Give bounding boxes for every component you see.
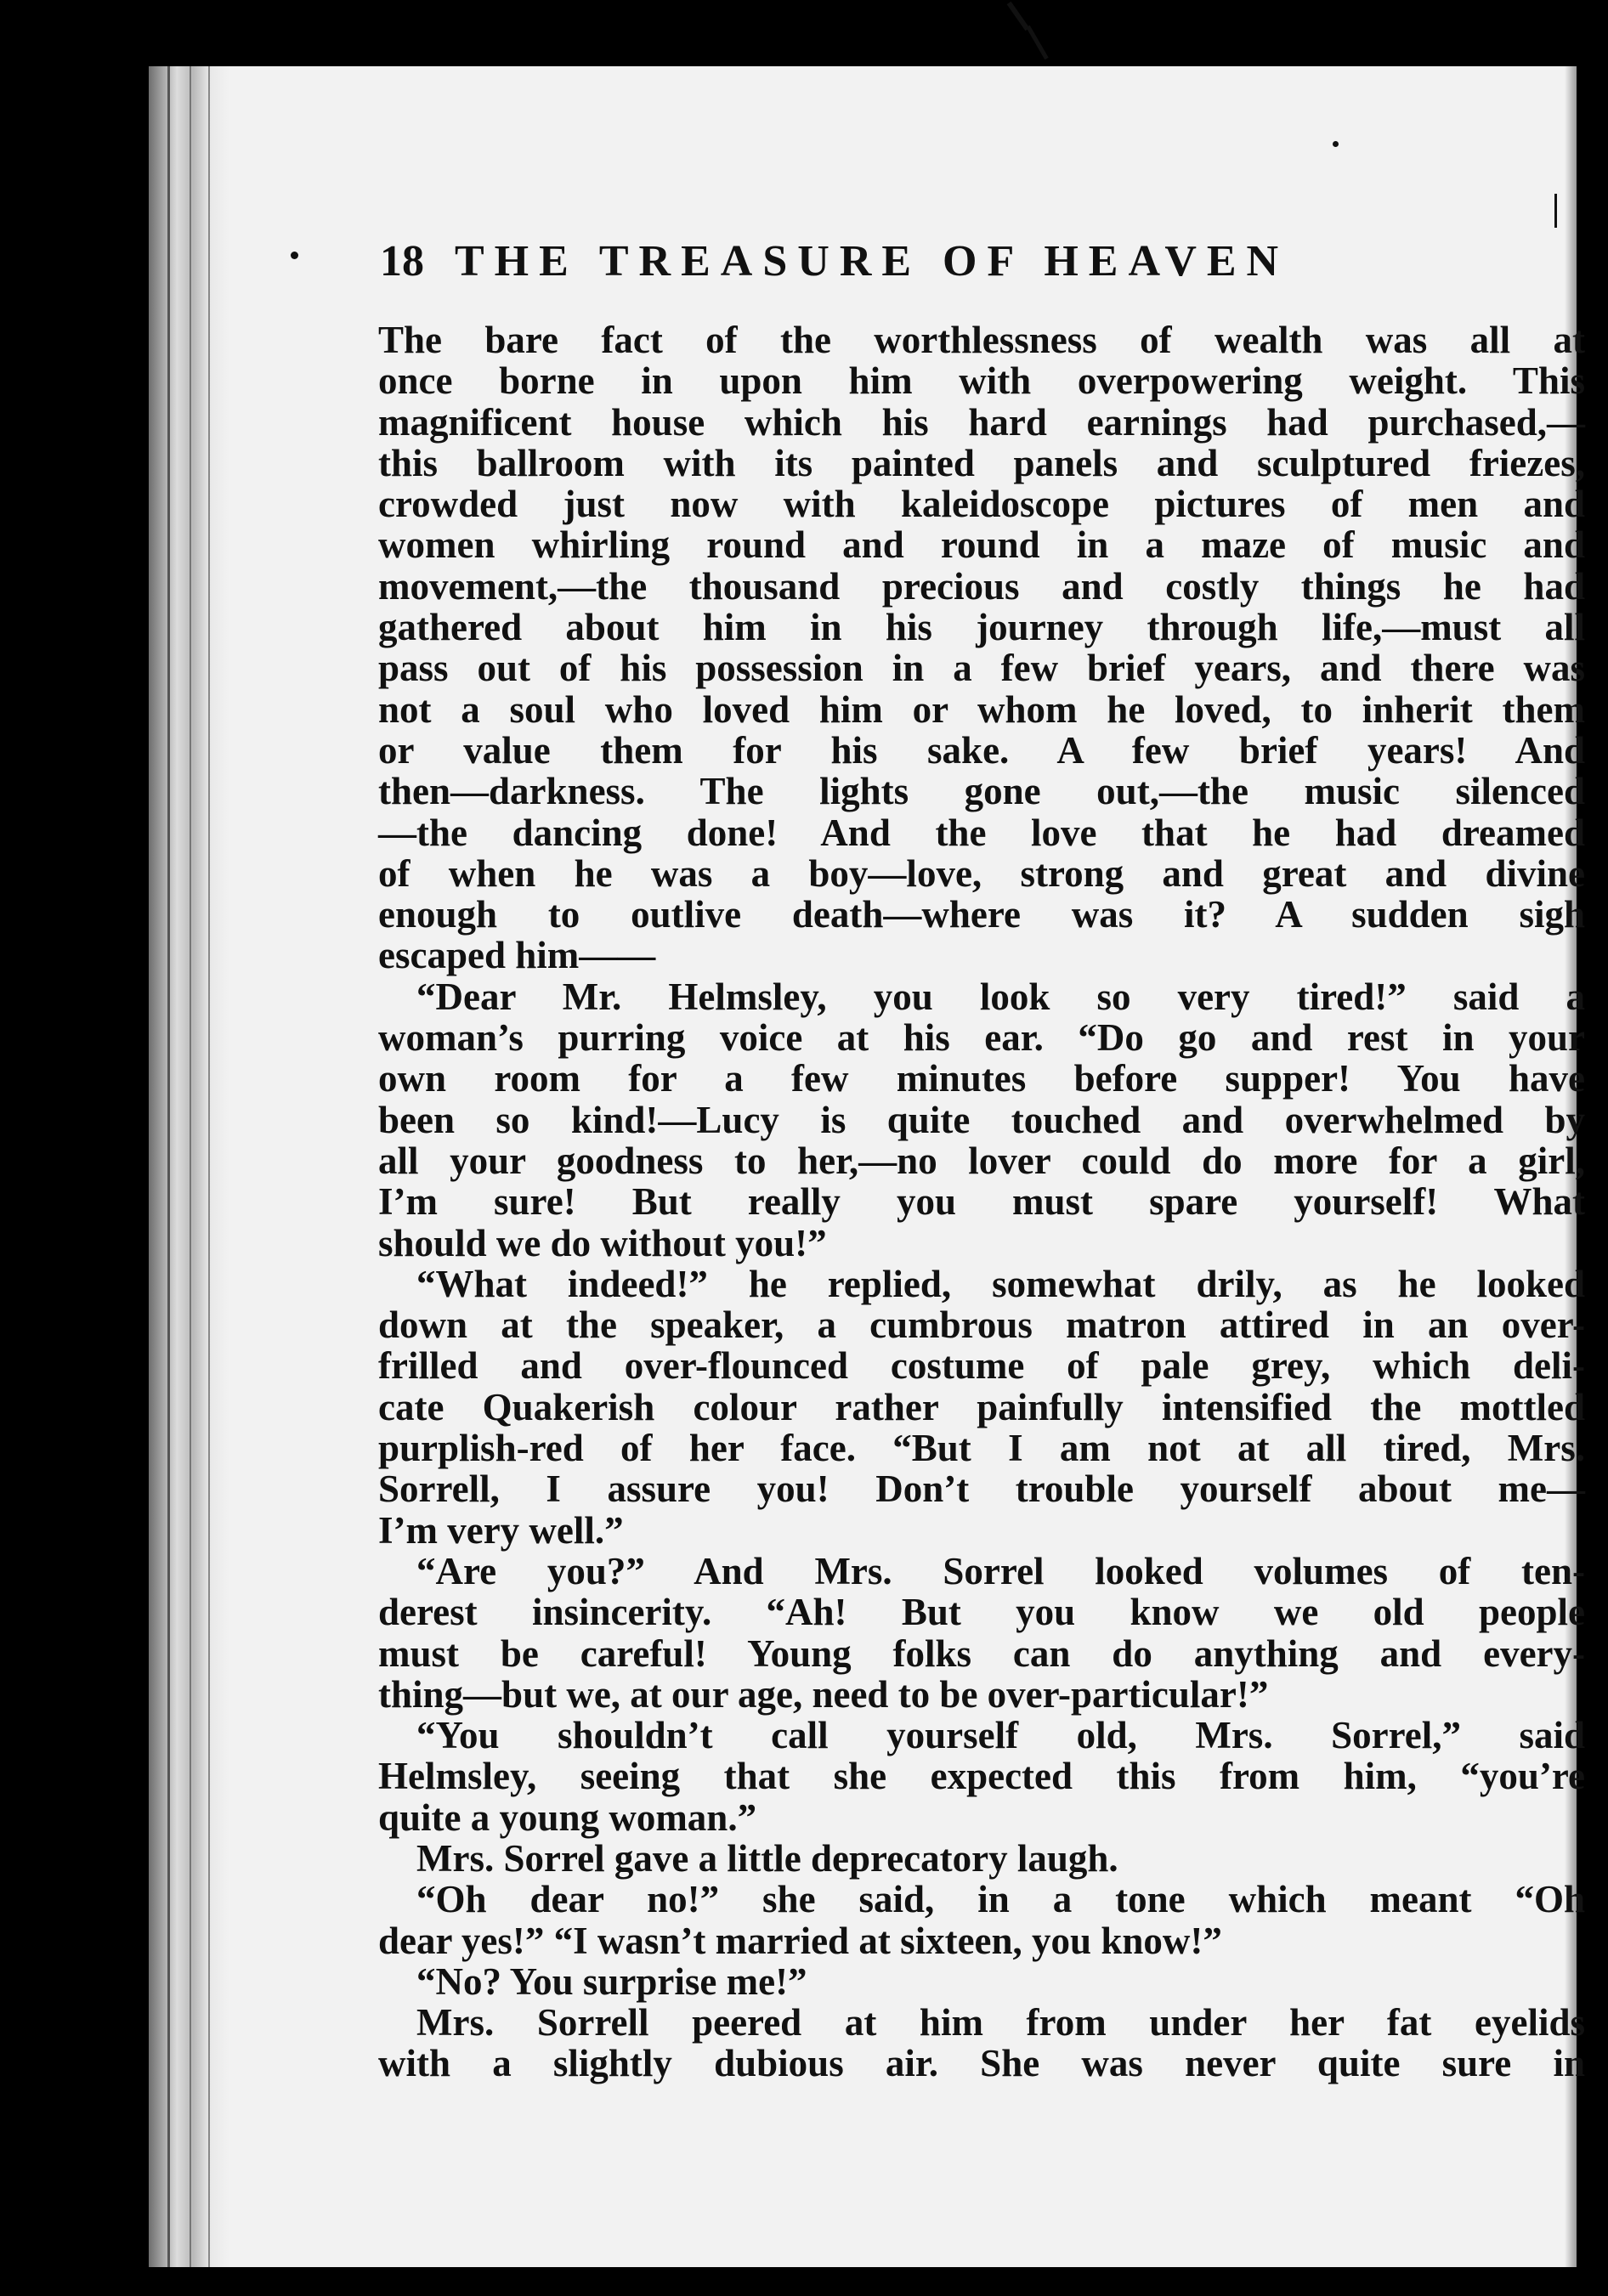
binding-line xyxy=(190,66,191,2267)
text-line: all your goodness to her,—no lover could do more for a girl, xyxy=(378,1139,1585,1182)
text-line: with a slightly dubious air. She was never quite sure in xyxy=(378,2042,1585,2085)
running-title: THE TREASURE OF HEAVEN xyxy=(455,237,1289,286)
text-line: dear yes!” “I wasn’t married at sixteen, you know!” xyxy=(378,1919,1222,1962)
text-line: “What indeed!” he replied, somewhat drily, as he looked xyxy=(416,1262,1585,1305)
text-line: once borne in upon him with overpowering weight. This xyxy=(378,359,1585,403)
scan-scratch xyxy=(1554,194,1557,228)
binding-line xyxy=(167,66,170,2267)
text-line: “Dear Mr. Helmsley, you look so very tired!” said a xyxy=(416,975,1585,1018)
text-line: this ballroom with its painted panels and sculptured friezes, xyxy=(378,441,1585,484)
text-line: I’m sure! But really you must spare yourself! What xyxy=(378,1180,1585,1224)
text-line: of when he was a boy—love, strong and great and divine xyxy=(378,851,1585,895)
text-line: woman’s purring voice at his ear. “Do go and rest in your xyxy=(378,1016,1585,1060)
text-line: derest insincerity. “Ah! But you know we old people xyxy=(378,1591,1585,1634)
text-line: escaped him—— xyxy=(378,934,656,977)
book-page xyxy=(149,66,1585,2267)
text-line: or value them for his sake. A few brief years! And xyxy=(378,728,1585,772)
text-line: cate Quakerish colour rather painfully intensified the mottled xyxy=(378,1385,1585,1428)
text-line: should we do without you!” xyxy=(378,1221,827,1264)
text-line: “Are you?” And Mrs. Sorrel looked volumes of ten- xyxy=(416,1549,1585,1592)
text-line: “No? You surprise me!” xyxy=(416,1960,807,2003)
text-line: I’m very well.” xyxy=(378,1508,624,1552)
text-line: Mrs. Sorrel gave a little deprecatory laugh. xyxy=(416,1836,1118,1880)
text-line: down at the speaker, a cumbrous matron attired in an over- xyxy=(378,1304,1585,1347)
binding-line xyxy=(208,66,210,2267)
text-line: own room for a few minutes before supper! You have xyxy=(378,1057,1585,1100)
text-line: The bare fact of the worthlessness of wealth was all at xyxy=(378,319,1585,361)
scan-artifact xyxy=(1026,25,1048,60)
text-line: crowded just now with kaleidoscope pictures of men and xyxy=(378,483,1585,526)
text-line: gathered about him in his journey through life,—must all xyxy=(378,606,1585,649)
text-line: women whirling round and round in a maze of music and xyxy=(378,523,1585,567)
text-line: —the dancing done! And the love that he had dreamed xyxy=(378,811,1585,854)
text-line: enough to outlive death—where was it? A sudden sigh xyxy=(378,893,1585,936)
text-line: pass out of his possession in a few brief years, and there was xyxy=(378,647,1585,690)
text-line: Mrs. Sorrell peered at him from under her fat eyelids xyxy=(416,2001,1585,2044)
scan-speck xyxy=(291,252,298,259)
text-line: frilled and over-flounced costume of pale grey, which deli- xyxy=(378,1344,1585,1388)
text-line: not a soul who loved him or whom he loved, to inherit them xyxy=(378,687,1585,731)
text-line: thing—but we, at our age, need to be over-particular!” xyxy=(378,1672,1269,1716)
body-text xyxy=(378,320,1585,2084)
text-line: quite a young woman.” xyxy=(378,1796,757,1839)
text-line: purplish-red of her face. “But I am not at all tired, Mrs. xyxy=(378,1427,1585,1470)
text-line: must be careful! Young folks can do anything and every- xyxy=(378,1632,1585,1675)
text-line: Sorrell, I assure you! Don’t trouble yourself about me— xyxy=(378,1468,1585,1511)
text-line: then—darkness. The lights gone out,—the music silenced xyxy=(378,770,1585,813)
running-header xyxy=(380,236,1510,286)
page-number: 18 xyxy=(380,237,424,286)
text-line: Helmsley, seeing that she expected this from him, “you’re xyxy=(378,1755,1585,1798)
text-line: been so kind!—Lucy is quite touched and overwhelmed by xyxy=(378,1098,1585,1141)
text-line: “Oh dear no!” she said, in a tone which meant “Oh xyxy=(416,1878,1585,1921)
text-line: movement,—the thousand precious and costly things he had xyxy=(378,564,1585,608)
text-line: “You shouldn’t call yourself old, Mrs. Sorrel,” said xyxy=(416,1714,1585,1757)
text-line: magnificent house which his hard earnings had purchased,— xyxy=(378,400,1585,444)
scan-speck xyxy=(1333,141,1339,147)
